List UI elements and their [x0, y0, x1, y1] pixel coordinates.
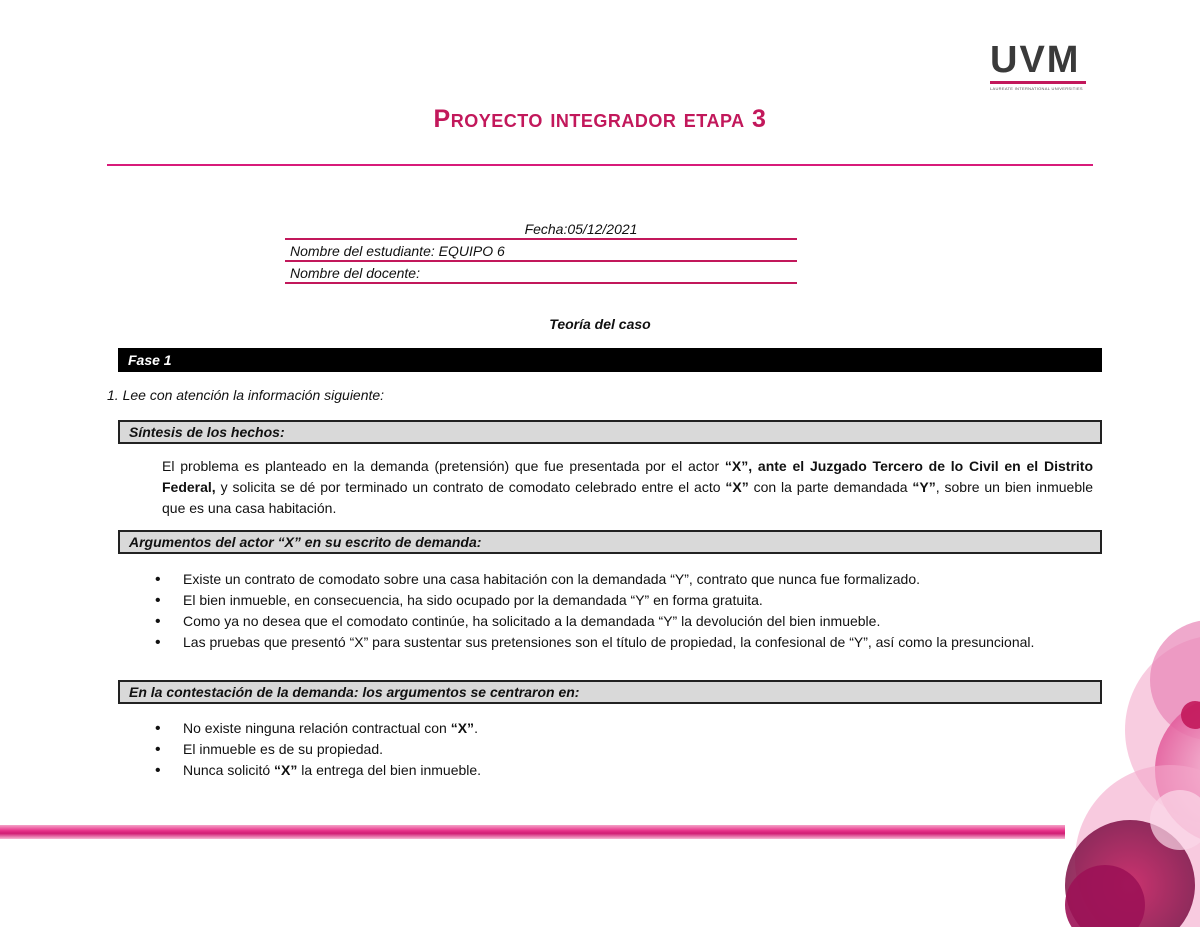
- instruction-text: 1. Lee con atención la información siguiente:: [107, 387, 385, 403]
- list-item: • Como ya no desea que el comodato continúe, ha solicitado a la demandada “Y” la devolución del bien inmueble.: [160, 611, 1092, 632]
- synthesis-text-1: El problema es planteado en la demanda (pretensión) que fue presentada por el actor: [162, 458, 725, 474]
- synthesis-header: Síntesis de los hechos:: [118, 420, 1102, 444]
- list-item: • Existe un contrato de comodato sobre una casa habitación con la demandada “Y”, contrato que nunca fue formalizado.: [160, 569, 1092, 590]
- teacher-name-field: Nombre del docente:: [285, 264, 797, 284]
- actor-arguments-header: Argumentos del actor “X” en su escrito de demanda:: [118, 530, 1102, 554]
- uvm-logo: [990, 39, 1090, 91]
- logo-subtext: LAUREATE INTERNATIONAL UNIVERSITIES: [990, 86, 1083, 91]
- list-item: [160, 739, 1092, 760]
- synthesis-text-4: , sobre un bien inmueble que es una casa habitación.: [162, 479, 1093, 516]
- list-item: • Las pruebas que presentó “X” para sustentar sus pretensiones son el título de propiedad, la confesional de “Y”, así como la presuncional.: [160, 632, 1092, 653]
- footer-band: [0, 825, 1065, 839]
- date-field: Fecha:05/12/2021: [285, 220, 797, 240]
- logo-text: UVM: [990, 39, 1081, 81]
- item-text: El inmueble es de su propiedad.: [183, 741, 384, 757]
- title-divider: [107, 164, 1093, 166]
- item-text: No existe ninguna relación contractual con: [183, 720, 451, 736]
- item-text: Nunca solicitó: [183, 762, 275, 778]
- item-bold: “X”: [450, 720, 475, 736]
- answer-arguments-header: En la contestación de la demanda: los argumentos se centraron en:: [118, 680, 1102, 704]
- synthesis-bold-1: “X”, ante el Juzgado Tercero de lo Civil en el Distrito Federal,: [162, 458, 1093, 495]
- page-title: Proyecto integrador etapa 3: [433, 105, 767, 133]
- decorative-circles: [1020, 620, 1200, 927]
- item-bold: “X”: [274, 762, 298, 778]
- item-text: la entrega del bien inmueble.: [297, 762, 482, 778]
- list-item: [160, 718, 1092, 739]
- phase-header: Fase 1: [118, 348, 1102, 372]
- actor-arguments-list: [160, 569, 1092, 653]
- synthesis-text-3: con la parte demandada: [748, 479, 913, 495]
- logo-underline: [990, 81, 1086, 84]
- list-item: • El bien inmueble, en consecuencia, ha sido ocupado por la demandada “Y” en forma gratuita.: [160, 590, 1092, 611]
- section-subtitle: Teoría del caso: [549, 316, 651, 332]
- synthesis-text-2: y solicita se dé por terminado un contrato de comodato celebrado entre el acto: [215, 479, 726, 495]
- synthesis-bold-2: “X”: [725, 479, 749, 495]
- list-item: [160, 760, 1092, 781]
- synthesis-paragraph: [162, 456, 1093, 519]
- student-name-field: Nombre del estudiante: EQUIPO 6: [285, 242, 797, 262]
- answer-arguments-list: [160, 718, 1092, 781]
- item-text: .: [474, 720, 478, 736]
- synthesis-bold-3: “Y”: [912, 479, 936, 495]
